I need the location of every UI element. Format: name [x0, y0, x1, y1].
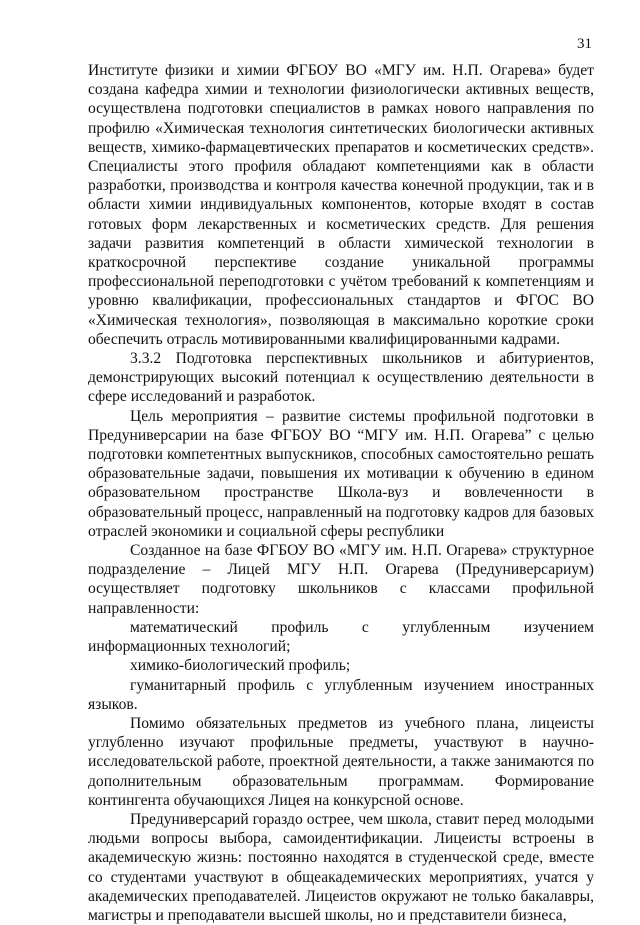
paragraph-subjects: Помимо обязательных предметов из учебного плана, лицеисты углубленно изучают профильные предметы, участвуют в научно-исследовательской работе, проектной деятельности, а также занимаются по дополнительным образовательным программам. Формирование контингента обучающихся Лицея на конкурсной основе.: [88, 714, 594, 809]
paragraph-lyceum: Созданное на базе ФГБОУ ВО «МГУ им. Н.П. Огарева» структурное подразделение – Лицей МГУ Н.П. Огарева (Предуниверсариум) осуществляет подготовку школьников с классами профильной направленности:: [88, 542, 594, 617]
section-heading-3-3-2: 3.3.2 Подготовка перспективных школьников и абитуриентов, демонстрирующих высокий потенциал к осуществлению деятельности в сфере исследований и разработок.: [88, 350, 594, 406]
list-item-humanities-profile: гуманитарный профиль с углубленным изучением иностранных языков.: [88, 676, 594, 713]
paragraph-preuniversary: Предуниверсарий гораздо острее, чем школа, ставит перед молодыми людьми вопросы выбора, самоидентификации. Лицеисты встроены в академическую жизнь: постоянно находятся в студенческой среде, вместе со студентами участвуют в общеакадемических мероприятиях, учатся у академических преподавателей. Лицеистов окружают не только бакалавры, магистры и преподаватели высшей школы, но и представители бизнеса,: [88, 810, 594, 924]
list-item-math-profile: математический профиль с углубленным изучением информационных технологий;: [88, 618, 594, 656]
list-item-chem-bio-profile: химико-биологический профиль;: [130, 657, 351, 675]
document-body: [88, 61, 594, 925]
paragraph-goal: Цель мероприятия – развитие системы профильной подготовки в Предуниверсарии на базе ФГБОУ ВО “МГУ им. Н.П. Огарева” с целью подготовки компетентных выпускников, способных самостоятельно решать образовательные задачи, повышения их мотивации к обучению в едином образовательном пространстве Школа-вуз и вовлеченности в образовательный процесс, направленный на подготовку кадров для базовых отраслей экономики и социальной сферы республики: [88, 407, 594, 540]
paragraph-continuation: Институте физики и химии ФГБОУ ВО «МГУ им. Н.П. Огарева» будет создана кафедра химии и технологии физиологически активных веществ, осуществлена подготовки специалистов в рамках нового направления по профилю «Химическая технология синтетических биологически активных веществ, химико-фармацевтических препаратов и косметических средств». Специалисты этого профиля обладают компетенциями как в области разработки, производства и контроля качества конечной продукции, так и в области химии индивидуальных компонентов, которые входят в состав готовых форм лекарственных и косметических средств. Для решения задачи развития компетенций в области химической технологии в краткосрочной перспективе создание уникальной программы профессиональной переподготовки с учётом требований к компетенциям и уровню квалификации, профессиональных стандартов и ФГОС ВО «Химическая технология», позволяющая в максимально короткие сроки обеспечить отрасль мотивированными квалифицированными кадрами.: [88, 62, 594, 348]
page-number: 31: [577, 36, 592, 52]
